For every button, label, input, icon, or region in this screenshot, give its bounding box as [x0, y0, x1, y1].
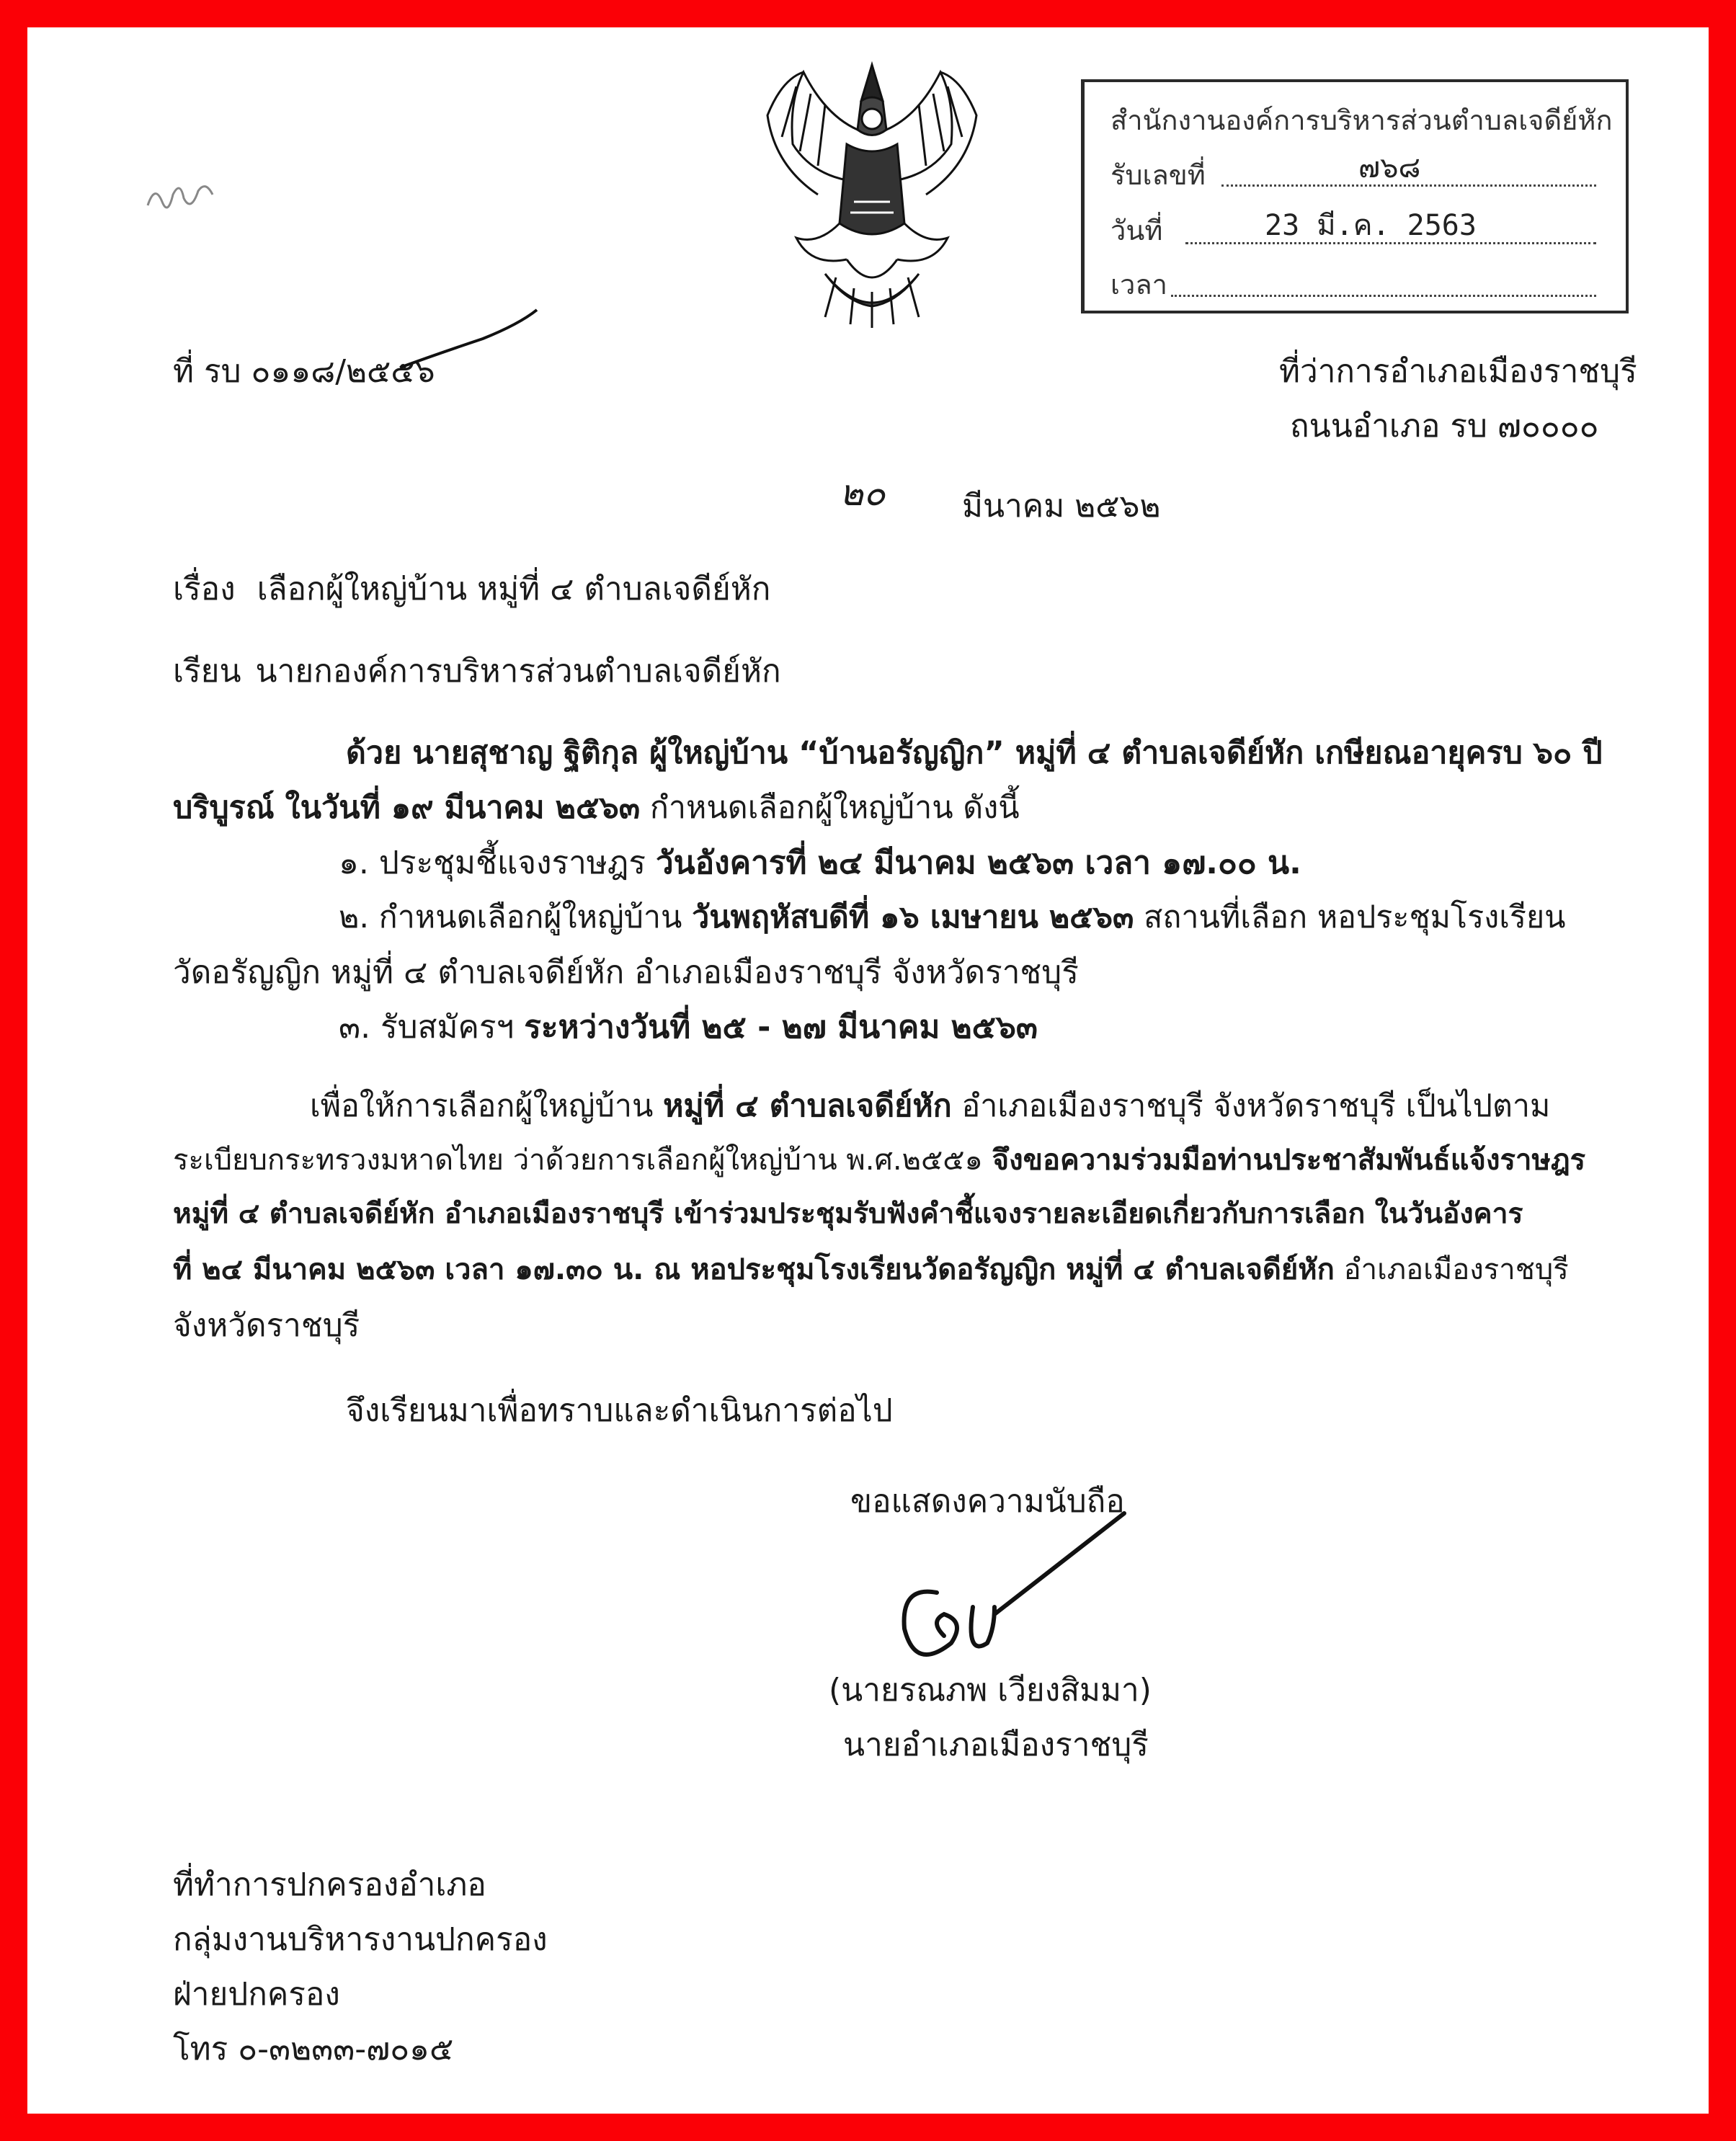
para2-line5: จังหวัดราชบุรี: [173, 1307, 360, 1344]
date-day-handwritten: ๒๐: [840, 472, 886, 514]
footer-line2: กลุ่มงานบริหารงานปกครอง: [173, 1921, 548, 1958]
para2-line1a: เพื่อให้การเลือกผู้ใหญ่บ้าน: [310, 1088, 664, 1124]
subject-text: เลือกผู้ใหญ่บ้าน หมู่ที่ ๔ ตำบลเจดีย์หัก: [257, 571, 771, 607]
stamp-date-label: วันที่: [1110, 215, 1163, 246]
item-2-line2: วัดอรัญญิก หมู่ที่ ๔ ตำบลเจดีย์หัก อำเภอเมืองราชบุรี จังหวัดราชบุรี: [173, 954, 1079, 991]
item-3-date: ระหว่างวันที่ ๒๕ - ๒๗ มีนาคม ๒๕๖๓: [524, 1009, 1038, 1046]
para2-line4: อำเภอเมืองราชบุรี: [1334, 1253, 1569, 1286]
body-para1-line2: กำหนดเลือกผู้ใหญ่บ้าน ดังนี้: [640, 790, 1020, 826]
stamp-receive-no-label: รับเลขที่: [1110, 159, 1206, 191]
to-text: นายกองค์การบริหารส่วนตำบลเจดีย์หัก: [255, 653, 781, 690]
regards-text: ขอแสดงความนับถือ: [850, 1483, 1125, 1520]
footer-phone: โทร ๐-๓๒๓๓-๗๐๑๕: [173, 2031, 454, 2067]
office-name: ที่ว่าการอำเภอเมืองราชบุรี: [1279, 353, 1637, 390]
to-label: เรียน: [173, 653, 241, 690]
footer-line3: ฝ่ายปกครอง: [173, 1976, 340, 2013]
signer-name: (นายรณภพ เวียงสิมมา): [829, 1672, 1152, 1709]
para2-line2b: จึงขอความร่วมมือท่านประชาสัมพันธ์แจ้งราษฎร: [992, 1144, 1586, 1177]
para2-line4-bold: ที่ ๒๔ มีนาคม ๒๕๖๓ เวลา ๑๗.๓๐ น. ณ หอประชุมโรงเรียนวัดอรัญญิก หมู่ที่ ๔ ตำบลเจดีย์หัก: [173, 1253, 1335, 1286]
item-1-label: ๑. ประชุมชี้แจงราษฎร: [339, 845, 656, 881]
pencil-scribble: [141, 169, 220, 227]
para2-line1c: อำเภอเมืองราชบุรี จังหวัดราชบุรี เป็นไปตาม: [951, 1088, 1551, 1124]
body-para1-line1: ด้วย นายสุชาญ ฐิติกุล ผู้ใหญ่บ้าน “บ้านอรัญญิก” หมู่ที่ ๔ ตำบลเจดีย์หัก เกษียณอายุครบ ๖๐ ปี: [346, 735, 1603, 771]
signer-position: นายอำเภอเมืองราชบุรี: [843, 1727, 1149, 1763]
garuda-emblem: [753, 58, 991, 331]
stamp-office: สำนักงานองค์การบริหารส่วนตำบลเจดีย์หัก: [1110, 104, 1613, 136]
document-number: ที่ รบ ๐๑๑๘/๒๕๕๖: [173, 353, 435, 390]
item-1-date: วันอังคารที่ ๒๔ มีนาคม ๒๕๖๓ เวลา ๑๗.๐๐ น.: [655, 845, 1301, 881]
receive-stamp: [1081, 79, 1629, 313]
item-2-place: สถานที่เลือก หอประชุมโรงเรียน: [1134, 899, 1566, 935]
date-month-year: มีนาคม ๒๕๖๒: [962, 488, 1161, 525]
handwritten-mark: [396, 303, 540, 382]
subject-label: เรื่อง: [173, 571, 236, 607]
item-3-label: ๓. รับสมัครฯ: [339, 1009, 525, 1046]
stamp-date-value: 23 มี.ค. 2563: [1265, 209, 1477, 242]
stamp-time-label: เวลา: [1110, 269, 1167, 301]
closing-line: จึงเรียนมาเพื่อทราบและดำเนินการต่อไป: [346, 1392, 893, 1429]
body-para1-line2-bold: บริบูรณ์ ในวันที่ ๑๙ มีนาคม ๒๕๖๓: [173, 790, 641, 826]
handwritten-signature: [886, 1499, 1146, 1679]
item-2-date: วันพฤหัสบดีที่ ๑๖ เมษายน ๒๕๖๓: [692, 899, 1134, 935]
para2-line1b: หมู่ที่ ๔ ตำบลเจดีย์หัก: [663, 1088, 952, 1124]
stamp-receive-no-value: ๗๖๘: [1358, 151, 1421, 184]
footer-line1: ที่ทำการปกครองอำเภอ: [173, 1866, 486, 1903]
office-address: ถนนอำเภอ รบ ๗๐๐๐๐: [1290, 408, 1599, 445]
para2-line2a: ระเบียบกระทรวงมหาดไทย ว่าด้วยการเลือกผู้ใหญ่บ้าน พ.ศ.๒๕๕๑: [173, 1144, 992, 1177]
para2-line3: หมู่ที่ ๔ ตำบลเจดีย์หัก อำเภอเมืองราชบุรี เข้าร่วมประชุมรับฟังคำชี้แจงรายละเอียดเกี่ยวกับการเลือก ในวันอังคาร: [173, 1198, 1523, 1230]
item-2-label: ๒. กำหนดเลือกผู้ใหญ่บ้าน: [339, 899, 693, 935]
